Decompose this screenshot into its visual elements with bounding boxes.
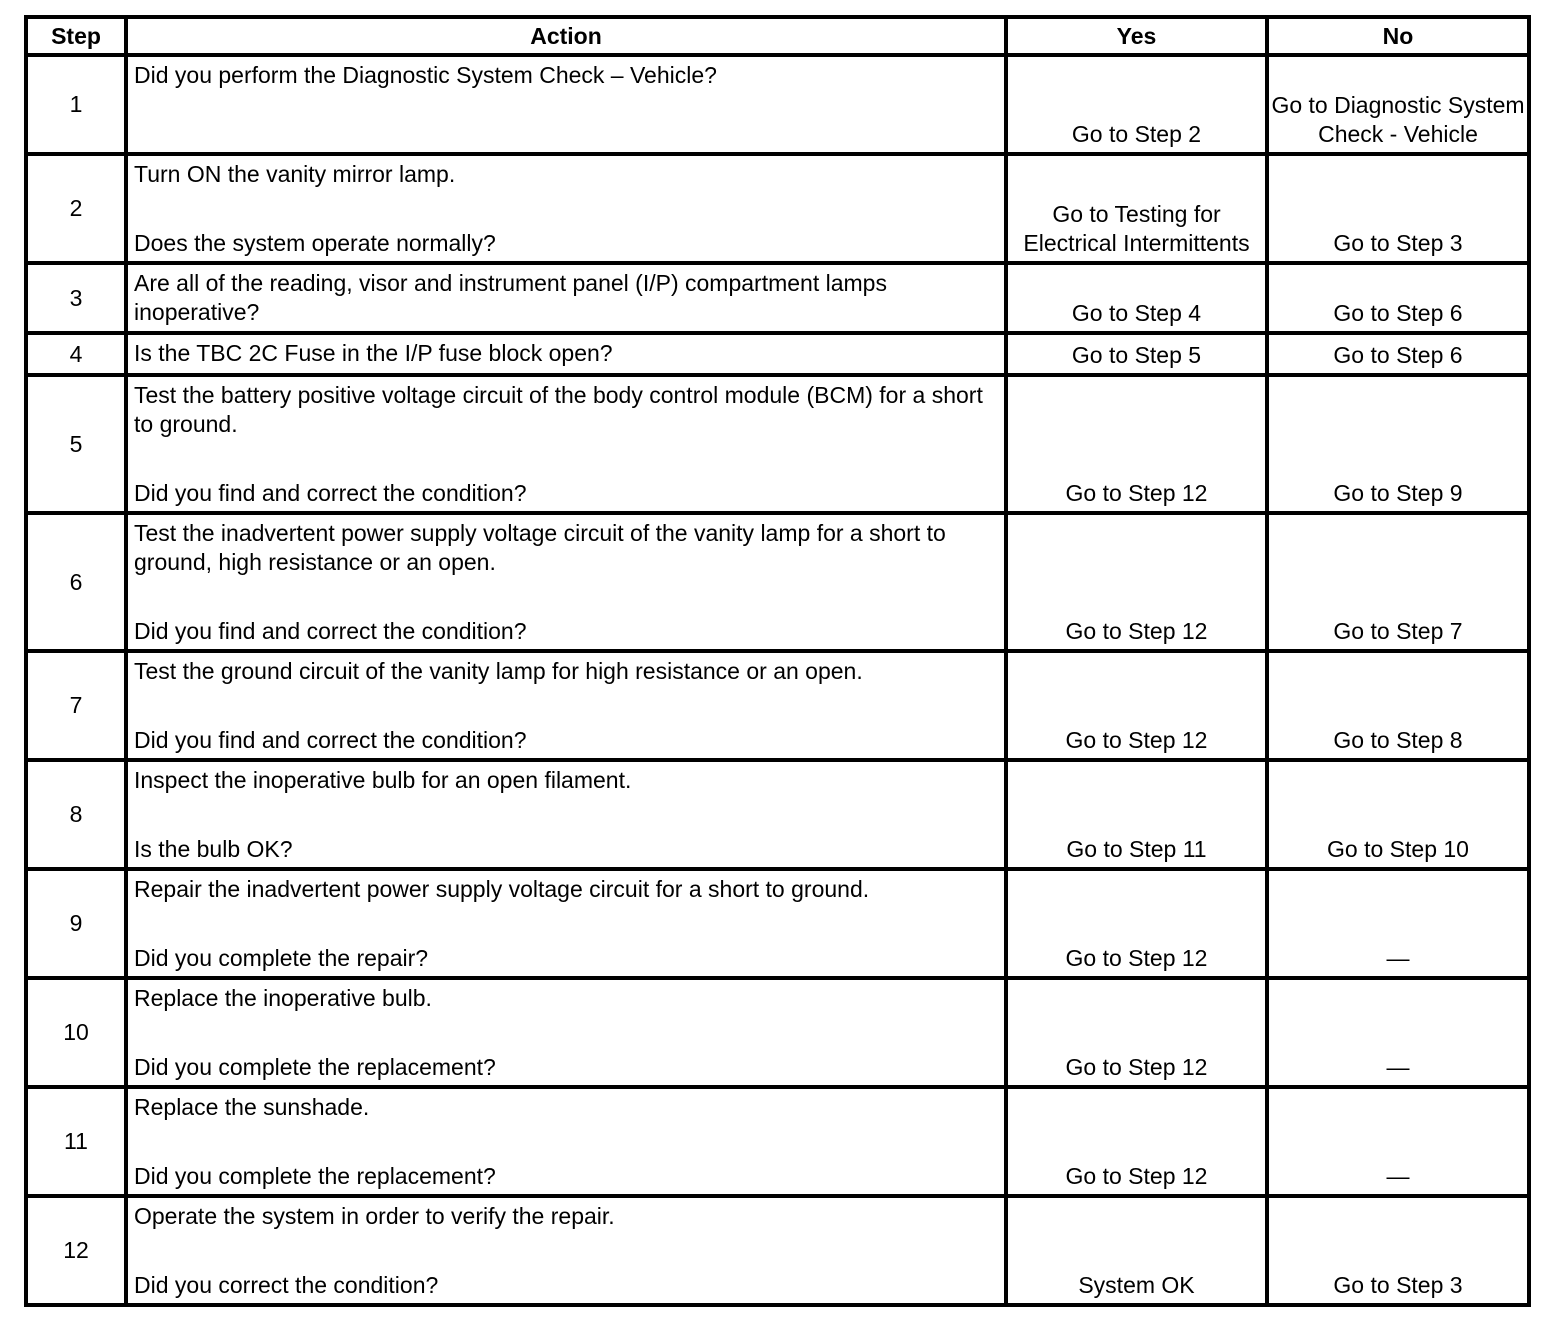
action-question: Is the bulb OK? [134, 836, 293, 862]
step-number: 9 [26, 869, 126, 978]
action-instruction: Test the inadvertent power supply voltage circuit of the vanity lamp for a short to ground, high resistance or an open. [134, 520, 946, 575]
no-result: — [1267, 869, 1529, 978]
diagnostic-table [24, 15, 1531, 1307]
yes-result: Go to Step 5 [1006, 333, 1267, 375]
action-cell [126, 263, 1006, 333]
no-result: Go to Step 8 [1267, 651, 1529, 760]
header-action: Action [126, 17, 1006, 55]
step-number: 8 [26, 760, 126, 869]
action-question: Did you find and correct the condition? [134, 727, 527, 753]
header-no: No [1267, 17, 1529, 55]
table-row [26, 1087, 1529, 1196]
table-row [26, 375, 1529, 513]
no-result: Go to Step 3 [1267, 154, 1529, 263]
action-question: Did you complete the repair? [134, 945, 429, 971]
yes-result: Go to Step 2 [1006, 55, 1267, 154]
action-question: Did you complete the replacement? [134, 1054, 496, 1080]
no-result: Go to Step 10 [1267, 760, 1529, 869]
yes-result: Go to Step 12 [1006, 375, 1267, 513]
action-instruction: Test the battery positive voltage circuit of the body control module (BCM) for a short to ground. [134, 382, 983, 437]
yes-result: Go to Step 12 [1006, 869, 1267, 978]
table-row [26, 154, 1529, 263]
table-row [26, 978, 1529, 1087]
step-number: 5 [26, 375, 126, 513]
action-instruction: Turn ON the vanity mirror lamp. [134, 161, 456, 187]
action-cell [126, 651, 1006, 760]
yes-result: Go to Testing for Electrical Intermittents [1006, 154, 1267, 263]
no-result: Go to Step 3 [1267, 1196, 1529, 1305]
action-question: Did you find and correct the condition? [134, 480, 527, 506]
step-number: 6 [26, 513, 126, 651]
header-yes: Yes [1006, 17, 1267, 55]
action-cell [126, 1087, 1006, 1196]
action-cell [126, 978, 1006, 1087]
table-row [26, 760, 1529, 869]
header-step: Step [26, 17, 126, 55]
table-row [26, 1196, 1529, 1305]
step-number: 10 [26, 978, 126, 1087]
no-result: Go to Step 6 [1267, 263, 1529, 333]
action-question: Did you correct the condition? [134, 1272, 439, 1298]
yes-result: Go to Step 4 [1006, 263, 1267, 333]
yes-result: Go to Step 12 [1006, 1087, 1267, 1196]
step-number: 7 [26, 651, 126, 760]
action-cell [126, 375, 1006, 513]
action-cell [126, 154, 1006, 263]
action-cell [126, 55, 1006, 154]
yes-result: Go to Step 12 [1006, 513, 1267, 651]
yes-result: Go to Step 12 [1006, 978, 1267, 1087]
no-result: Go to Step 9 [1267, 375, 1529, 513]
action-instruction: Inspect the inoperative bulb for an open filament. [134, 767, 632, 793]
step-number: 1 [26, 55, 126, 154]
table-header [26, 17, 1529, 55]
no-result: Go to Diagnostic System Check - Vehicle [1267, 55, 1529, 154]
action-question: Does the system operate normally? [134, 230, 496, 256]
action-cell [126, 513, 1006, 651]
action-instruction: Are all of the reading, visor and instrument panel (I/P) compartment lamps inoperative? [134, 270, 887, 325]
step-number: 2 [26, 154, 126, 263]
table-row [26, 333, 1529, 375]
action-instruction: Test the ground circuit of the vanity lamp for high resistance or an open. [134, 658, 863, 684]
step-number: 3 [26, 263, 126, 333]
step-number: 11 [26, 1087, 126, 1196]
yes-result: Go to Step 11 [1006, 760, 1267, 869]
action-cell [126, 760, 1006, 869]
action-question: Did you complete the replacement? [134, 1163, 496, 1189]
action-cell [126, 1196, 1006, 1305]
step-number: 4 [26, 333, 126, 375]
step-number: 12 [26, 1196, 126, 1305]
action-instruction: Did you perform the Diagnostic System Check – Vehicle? [134, 62, 717, 88]
action-instruction: Operate the system in order to verify the repair. [134, 1203, 615, 1229]
action-cell [126, 869, 1006, 978]
yes-result: Go to Step 12 [1006, 651, 1267, 760]
action-instruction: Replace the sunshade. [134, 1094, 370, 1120]
no-result: Go to Step 7 [1267, 513, 1529, 651]
table-body [26, 55, 1529, 1305]
table-row [26, 263, 1529, 333]
action-instruction: Is the TBC 2C Fuse in the I/P fuse block open? [134, 340, 613, 366]
action-cell [126, 333, 1006, 375]
no-result: — [1267, 1087, 1529, 1196]
yes-result: System OK [1006, 1196, 1267, 1305]
action-instruction: Replace the inoperative bulb. [134, 985, 432, 1011]
table-row [26, 513, 1529, 651]
table-row [26, 869, 1529, 978]
table-row [26, 55, 1529, 154]
action-question: Did you find and correct the condition? [134, 618, 527, 644]
action-instruction: Repair the inadvertent power supply voltage circuit for a short to ground. [134, 876, 870, 902]
header-row [26, 17, 1529, 55]
no-result: — [1267, 978, 1529, 1087]
table-row [26, 651, 1529, 760]
no-result: Go to Step 6 [1267, 333, 1529, 375]
